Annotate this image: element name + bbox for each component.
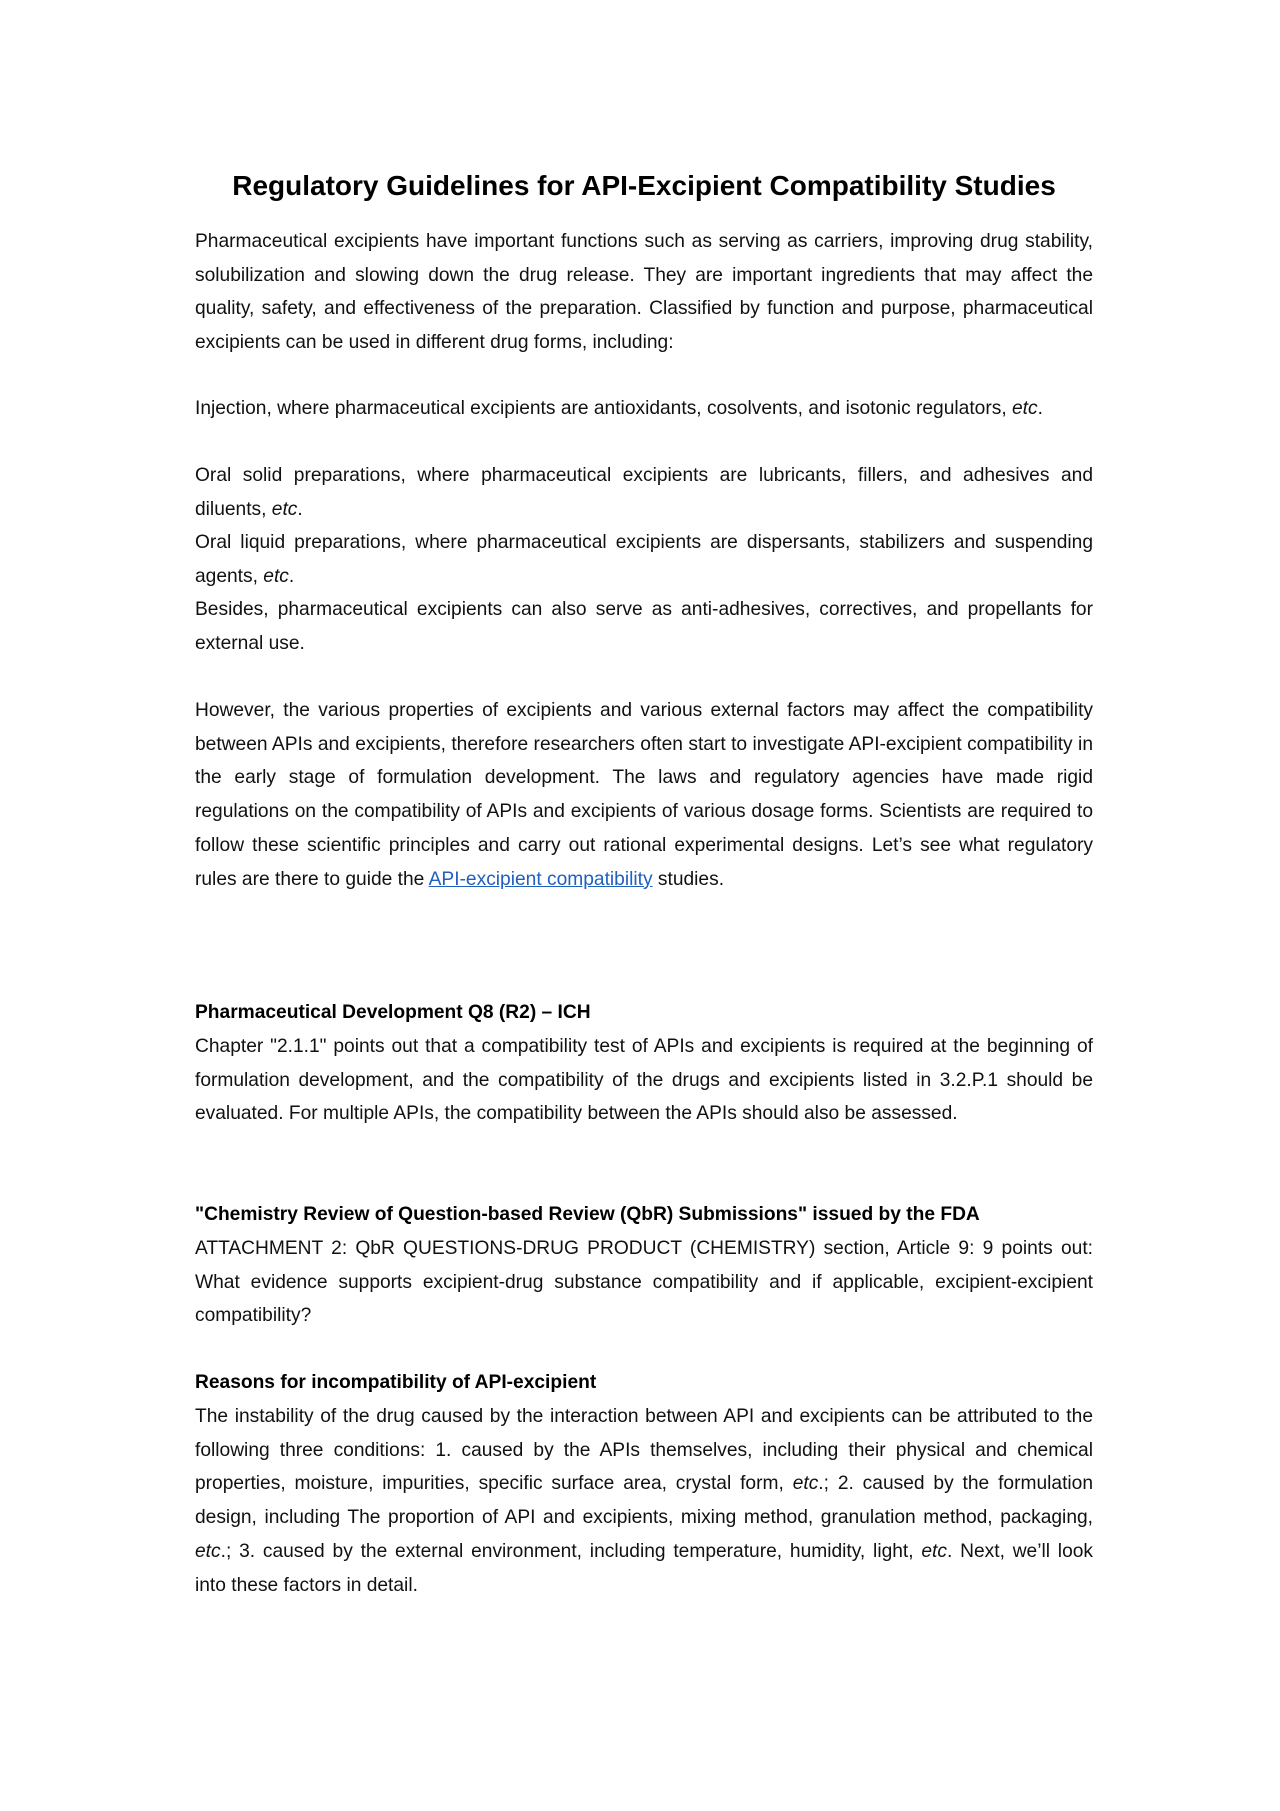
etc-text: etc xyxy=(1011,398,1038,419)
intro-paragraph: Pharmaceutical excipients have important functions such as serving as carriers, improving drug stability, solubilization and slowing down the drug release. They are important ingredients that may affect the quality, safety, and effectiveness of the preparation. Classified by function and purpose, pharmaceutical excipients can be used in different drug forms, including: xyxy=(195,231,1093,354)
etc-text: etc xyxy=(792,1473,819,1495)
however-paragraph xyxy=(195,694,1093,896)
period-text: . xyxy=(297,498,303,520)
period-text: . xyxy=(288,565,295,587)
reasons-heading: Reasons for incompatibility of API-excipient xyxy=(195,1372,597,1393)
besides-paragraph: Besides, pharmaceutical excipients can also serve as anti-adhesives, correctives, and propellants for external use. xyxy=(195,599,1093,654)
oral-solid-text: Oral solid preparations, where pharmaceutical excipients are lubricants, fillers, and adhesives and diluents, xyxy=(195,465,1093,520)
etc-text: etc xyxy=(195,1540,221,1562)
fda-heading: "Chemistry Review of Question-based Review (QbR) Submissions" issued by the FDA xyxy=(195,1204,980,1225)
reasons-part-3: .; 3. caused by the external environment, including temperature, humidity, light, xyxy=(220,1540,922,1562)
etc-text: etc xyxy=(921,1540,947,1562)
reasons-part-4: . Next, we’ll look into these factors in detail. xyxy=(195,1540,1094,1596)
document-page xyxy=(195,0,1093,1811)
oral-solid-paragraph xyxy=(195,459,1093,526)
injection-text: Injection, where pharmaceutical excipients are antioxidants, cosolvents, and isotonic regulators, xyxy=(195,398,1012,419)
fda-paragraph: ATTACHMENT 2: QbR QUESTIONS-DRUG PRODUCT (CHEMISTRY) section, Article 9: 9 points out: What evidence supports excipient-drug substance compatibility and if applicable, excipient-excipient compatibility? xyxy=(195,1238,1093,1327)
ich-paragraph: Chapter "2.1.1" points out that a compatibility test of APIs and excipients is required at the beginning of formulation development, and the compatibility of the drugs and excipients listed in 3.2.P.1 should be evaluated. For multiple APIs, the compatibility between the APIs should also be assessed. xyxy=(195,1036,1093,1125)
document-title: Regulatory Guidelines for API-Excipient Compatibility Studies xyxy=(232,170,1056,201)
oral-liquid-paragraph xyxy=(195,526,1093,593)
etc-text: etc xyxy=(271,498,298,520)
reasons-part-2: .; 2. caused by the formulation design, including The proportion of API and excipients, mixing method, granulation method, packaging, xyxy=(195,1473,1094,1529)
reasons-part-1: The instability of the drug caused by the interaction between API and excipients can be attributed to the following three conditions: 1. caused by the APIs themselves, including their physical and chemical properties, moisture, impurities, specific surface area, crystal form, xyxy=(195,1406,1093,1495)
oral-liquid-text: Oral liquid preparations, where pharmaceutical excipients are dispersants, stabilizers and suspending agents, xyxy=(195,532,1093,587)
however-tail: studies. xyxy=(652,868,725,890)
ich-heading: Pharmaceutical Development Q8 (R2) – ICH xyxy=(195,1002,591,1023)
api-excipient-compatibility-link[interactable]: API-excipient compatibility xyxy=(428,868,653,890)
etc-text: etc xyxy=(263,565,289,587)
period-text: . xyxy=(1037,398,1043,419)
injection-paragraph xyxy=(195,392,1093,426)
reasons-paragraph xyxy=(195,1400,1093,1602)
however-text: However, the various properties of excipients and various external factors may affect the compatibility between APIs and excipients, therefore researchers often start to investigate API-excipient compatibility in the early stage of formulation development. The laws and regulatory agencies have made rigid regulations on the compatibility of APIs and excipients of various dosage forms. Scientists are required to follow these scientific principles and carry out rational experimental designs. Let’s see what regulatory rules are there to guide the xyxy=(195,700,1093,890)
